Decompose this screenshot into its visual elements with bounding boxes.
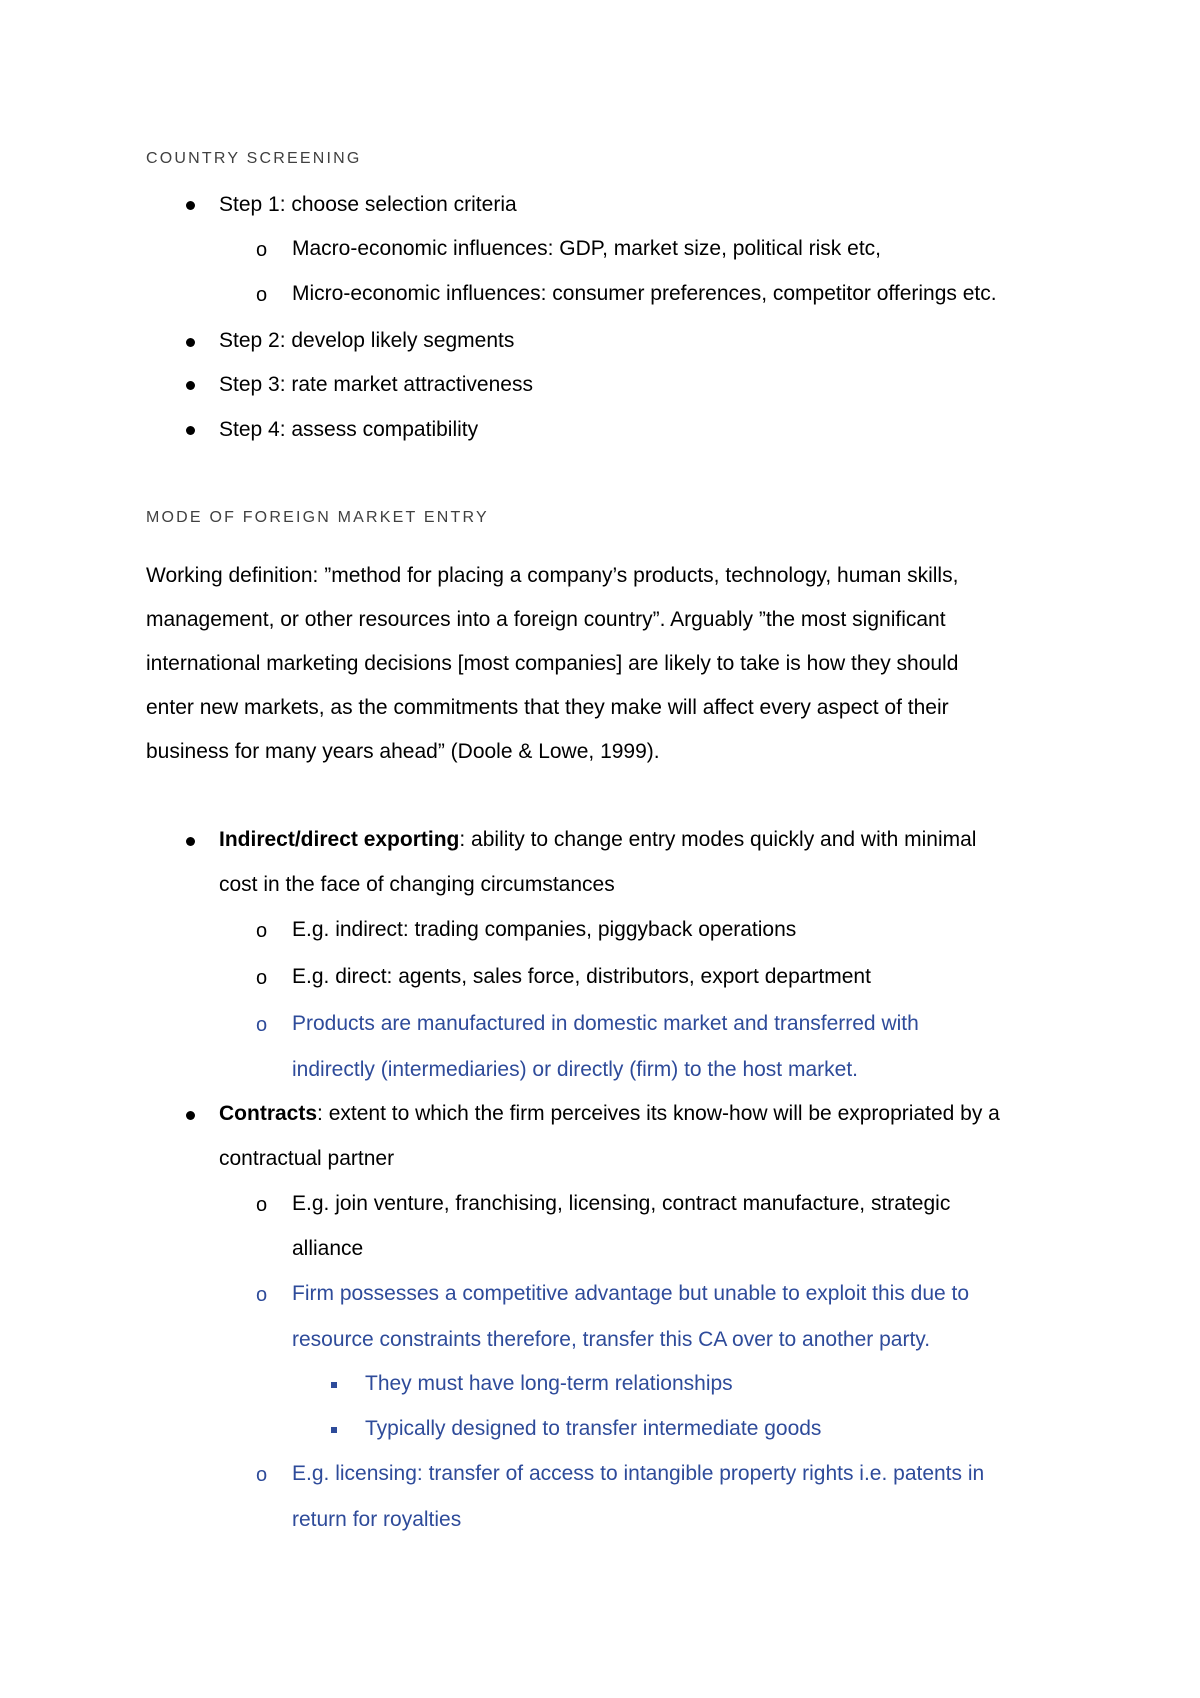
contracts-note-cont: resource constraints therefore, transfer this CA over to another party.: [292, 1328, 931, 1351]
exporting-desc-cont: cost in the face of changing circumstances: [219, 873, 615, 896]
step3-item: Step 3: rate market attractiveness: [219, 373, 533, 396]
bullet-circle-blue: o: [256, 1284, 268, 1306]
definition-line: Working definition: ”method for placing a company’s products, technology, human skills,: [146, 564, 959, 587]
contracts-example: E.g. join venture, franchising, licensing, contract manufacture, strategic: [292, 1192, 951, 1215]
bullet-square-blue: [331, 1427, 337, 1433]
bullet-circle: o: [256, 1194, 268, 1216]
step1-item: Step 1: choose selection criteria: [219, 193, 517, 216]
exporting-direct-example: E.g. direct: agents, sales force, distributors, export department: [292, 965, 871, 988]
bullet-dot: [186, 1111, 195, 1120]
bullet-square-blue: [331, 1382, 337, 1388]
contracts-example-cont: alliance: [292, 1237, 364, 1260]
exporting-term: Indirect/direct exporting: [219, 828, 460, 851]
bullet-circle: o: [256, 920, 268, 942]
contracts-desc-cont: contractual partner: [219, 1147, 395, 1170]
contracts-note: Firm possesses a competitive advantage but unable to exploit this due to: [292, 1282, 970, 1305]
step2-item: Step 2: develop likely segments: [219, 329, 515, 352]
contracts-subnote-goods: Typically designed to transfer intermediate goods: [365, 1417, 822, 1440]
step1-sub-micro: Micro-economic influences: consumer preferences, competitor offerings etc.: [292, 282, 997, 305]
contracts-term: Contracts: [219, 1102, 318, 1125]
bullet-dot: [186, 837, 195, 846]
bullet-circle-blue: o: [256, 1464, 268, 1486]
exporting-note-cont: indirectly (intermediaries) or directly (firm) to the host market.: [292, 1058, 858, 1081]
contracts-desc: : extent to which the firm perceives its know-how will be expropriated by a: [317, 1102, 1000, 1125]
bullet-dot: [186, 381, 195, 390]
bullet-dot: [186, 426, 195, 435]
bullet-dot: [186, 338, 195, 347]
definition-line: international marketing decisions [most companies] are likely to take is how they should: [146, 652, 959, 675]
contracts-item: [219, 1102, 1000, 1126]
contracts-subnote-relationships: They must have long-term relationships: [365, 1372, 733, 1395]
licensing-note: E.g. licensing: transfer of access to intangible property rights i.e. patents in: [292, 1462, 985, 1485]
bullet-circle: o: [256, 239, 268, 261]
definition-line: enter new markets, as the commitments that they make will affect every aspect of their: [146, 696, 949, 719]
licensing-note-cont: return for royalties: [292, 1508, 462, 1531]
exporting-indirect-example: E.g. indirect: trading companies, piggyback operations: [292, 918, 797, 941]
heading-country-screening: COUNTRY SCREENING: [146, 150, 362, 167]
step1-sub-macro: Macro-economic influences: GDP, market size, political risk etc,: [292, 237, 881, 260]
bullet-circle: o: [256, 967, 268, 989]
definition-line: management, or other resources into a foreign country”. Arguably ”the most significant: [146, 608, 946, 631]
exporting-item: [219, 828, 976, 852]
heading-mode-of-entry: MODE OF FOREIGN MARKET ENTRY: [146, 509, 489, 526]
bullet-circle-blue: o: [256, 1014, 268, 1036]
definition-line: business for many years ahead” (Doole & Lowe, 1999).: [146, 740, 660, 763]
step4-item: Step 4: assess compatibility: [219, 418, 479, 441]
exporting-desc: : ability to change entry modes quickly and with minimal: [459, 828, 977, 851]
bullet-dot: [186, 201, 195, 210]
bullet-circle: o: [256, 284, 268, 306]
exporting-note: Products are manufactured in domestic market and transferred with: [292, 1012, 919, 1035]
